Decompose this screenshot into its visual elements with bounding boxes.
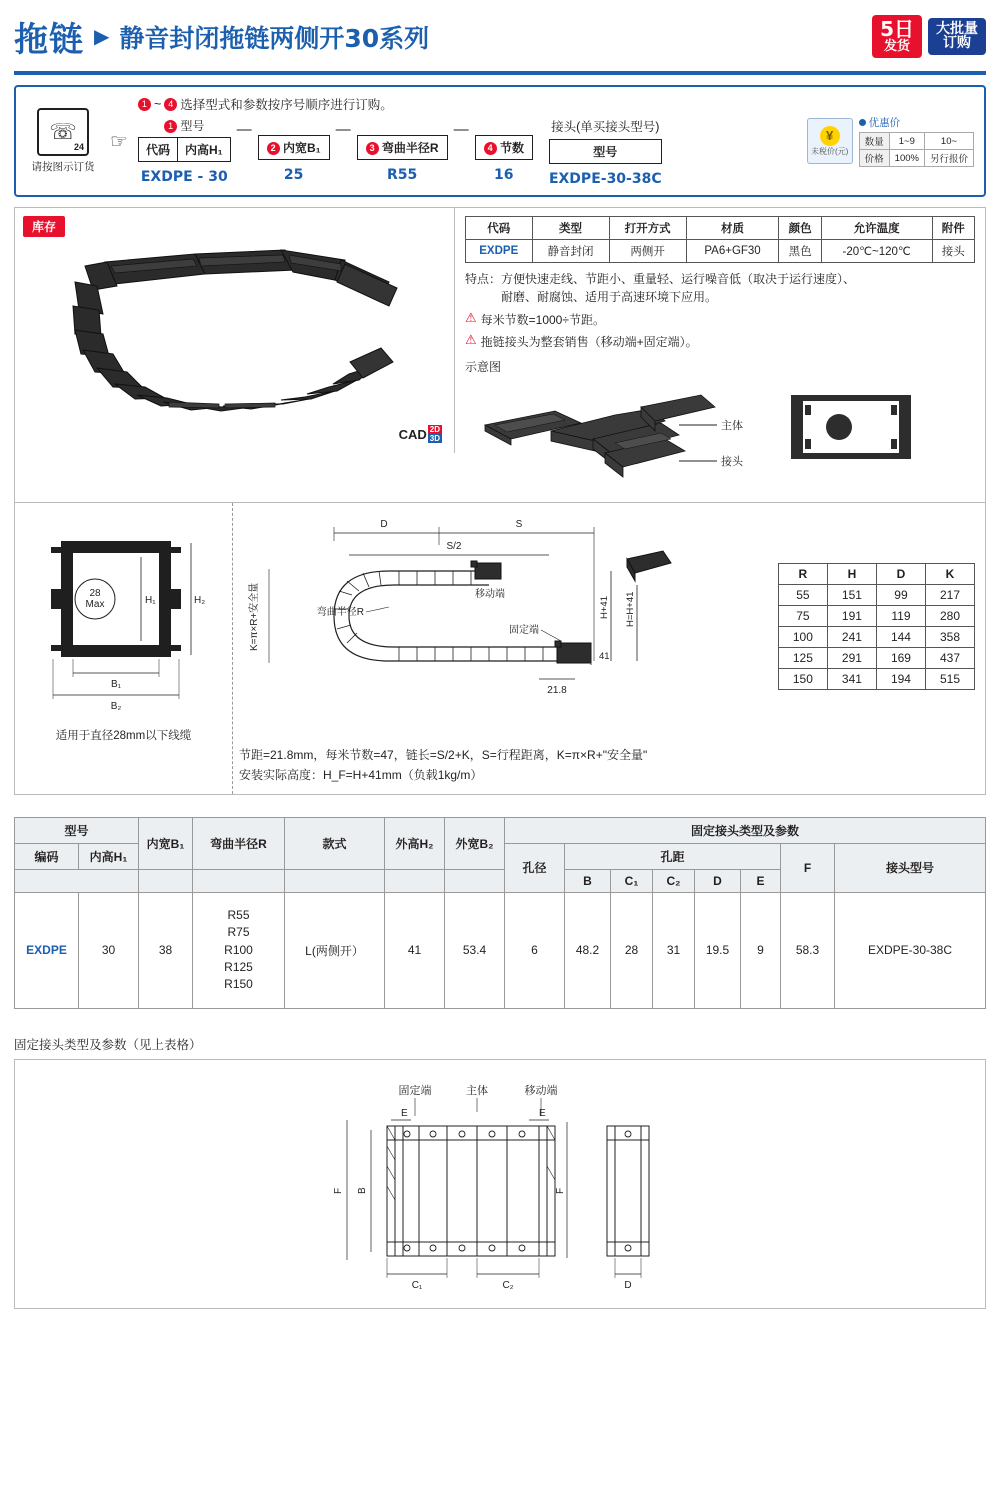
cell-num-3: 3 [366, 142, 379, 155]
step-num-1: 1 [138, 98, 151, 111]
cell-head-links-text: 节数 [499, 141, 524, 155]
rt-r0c1: 151 [827, 585, 876, 606]
order-joint-group [549, 117, 662, 187]
rt-r4c2: 194 [876, 669, 925, 690]
cell-sub-code: 代码 [145, 143, 170, 157]
price-yen-box [807, 118, 853, 164]
table-row [778, 627, 974, 648]
cell-num-2: 2 [267, 142, 280, 155]
features-label: 特点： [465, 272, 502, 286]
code-th-6: 附件 [932, 217, 974, 240]
code-td-1: 静音封闭 [532, 240, 609, 263]
label-bend-radius: 弯曲半径R [316, 607, 364, 618]
label-E-left: E [401, 1107, 408, 1119]
table-row [778, 669, 974, 690]
dim-s: S [515, 519, 523, 530]
schematic-main-label: 主体 [721, 420, 743, 432]
badge-bulk-order [928, 18, 986, 55]
td-E: 9 [741, 892, 781, 1008]
th-b2: 外宽B₂ [445, 817, 505, 869]
cell-value-radius: R55 [386, 167, 418, 183]
code-th-3: 材质 [686, 217, 779, 240]
price-table [859, 132, 974, 167]
title-main: 拖链 [14, 20, 84, 60]
phone-order-icon-group [26, 108, 100, 174]
price-qty-1: 1~9 [889, 133, 924, 150]
td-h2: 41 [385, 892, 445, 1008]
code-th-1: 类型 [532, 217, 609, 240]
th-group-model: 型号 [15, 817, 139, 843]
joint-title: 接头(单买接头型号) [551, 120, 660, 134]
badge-bulk-line2: 订购 [943, 35, 971, 52]
code-th-2: 打开方式 [609, 217, 686, 240]
panel-top [15, 208, 985, 502]
cell-head-innerwidth [258, 135, 330, 160]
label-moving-end: 移动端 [475, 589, 505, 600]
joint-dimension-drawing-box [14, 1059, 986, 1309]
td-style: L(两侧开） [285, 892, 385, 1008]
stock-badge: 库存 [23, 216, 65, 237]
order-cell-links [475, 117, 533, 183]
page-header [14, 0, 986, 75]
rt-r2c0: 100 [778, 627, 827, 648]
parameter-table-header-row-1 [15, 817, 986, 843]
rt-r0c3: 217 [925, 585, 974, 606]
code-td-3: PA6+GF30 [686, 240, 779, 263]
th-joint-model: 接头型号 [835, 843, 986, 892]
price-price-label: 价格 [859, 150, 889, 167]
rt-r4c3: 515 [925, 669, 974, 690]
product-panel [14, 207, 986, 795]
order-cell-radius [357, 117, 448, 183]
th-h2: 外高H₂ [385, 817, 445, 869]
price-value-2: 另行报价 [924, 150, 973, 167]
code-th-4: 颜色 [779, 217, 821, 240]
badge-ship-days-line1: 5日 [880, 17, 914, 42]
cell-num-1: 1 [164, 120, 177, 133]
cable-chain-photo [45, 244, 425, 424]
rt-r2c3: 358 [925, 627, 974, 648]
td-C1: 28 [611, 892, 653, 1008]
bottom-section-label: 固定接头类型及参数（见上表格） [14, 1037, 202, 1052]
td-C2: 31 [653, 892, 695, 1008]
max-dia-label-1: 28 [89, 588, 101, 599]
td-B: 48.2 [565, 892, 611, 1008]
dim-k-formula: K=π×R+安全量 [249, 582, 260, 651]
cell-value-links: 16 [494, 167, 514, 183]
cad-3d-label: 3D [429, 434, 440, 443]
label-F-right: F [555, 1187, 566, 1194]
label-fixed-end: 固定端 [509, 625, 539, 636]
rt-r3c3: 437 [925, 648, 974, 669]
code-table-header-row [466, 217, 975, 240]
label-fixed-end: 固定端 [398, 1084, 432, 1097]
rt-th-3: K [925, 564, 974, 585]
triangle-icon: ▶ [94, 25, 110, 48]
rt-r3c2: 169 [876, 648, 925, 669]
phone-icon: ☏ 24 [37, 108, 89, 156]
code-th-5: 允许温度 [821, 217, 932, 240]
schematic-label: 示意图 [465, 360, 502, 374]
badge-ship-days-line2: 发货 [884, 39, 911, 55]
order-steps [138, 95, 799, 187]
cell-head-model: 型号 [180, 119, 205, 133]
th-style: 款式 [285, 817, 385, 869]
dim-d: D [380, 519, 388, 530]
panel-bottom [15, 502, 985, 794]
dim-h41-b: H=H+41 [625, 591, 636, 627]
table-row [778, 585, 974, 606]
td-joint-model: EXDPE-30-38C [835, 892, 986, 1008]
preferential-label: 优惠价 [859, 115, 974, 130]
code-td-5: -20℃~120℃ [821, 240, 932, 263]
cad-download-badge[interactable] [399, 425, 442, 443]
radius-table-header-row [778, 564, 974, 585]
th-h1: 内高H₁ [79, 843, 139, 869]
formula-block [239, 745, 979, 786]
td-code: EXDPE [15, 892, 79, 1008]
cell-subheads-model [138, 137, 231, 162]
side-view-drawing [239, 511, 779, 736]
cell-head-radius-text: 弯曲半径R [381, 141, 439, 155]
order-instruction-text: 选择型式和参数按序号顺序进行订购。 [180, 98, 393, 112]
header-badges [872, 15, 986, 58]
radius-option-3: R125 [224, 959, 253, 974]
rt-r1c1: 191 [827, 606, 876, 627]
pointing-hand-icon: ☞ [110, 130, 128, 153]
td-hole: 6 [505, 892, 565, 1008]
td-h1: 30 [79, 892, 139, 1008]
badge-bulk-line1: 大批量 [936, 20, 978, 37]
rt-r2c2: 144 [876, 627, 925, 648]
order-instruction-line: 1 ~ 4 选择型式和参数按序号顺序进行订购。 [138, 95, 799, 113]
dim-b1: B₁ [110, 679, 122, 690]
spec-summary-area [455, 208, 985, 502]
joint-dimension-drawing [15, 1060, 985, 1308]
yen-icon: ¥ [820, 126, 840, 146]
td-b2: 53.4 [445, 892, 505, 1008]
dash-3: — [453, 121, 469, 138]
features-line2: 耐磨、耐腐蚀、适用于高速环境下应用。 [501, 290, 718, 304]
th-B: B [565, 869, 611, 892]
code-th-0: 代码 [466, 217, 533, 240]
rt-r1c0: 75 [778, 606, 827, 627]
label-D: D [624, 1279, 632, 1291]
page-title [14, 12, 429, 61]
label-F-left: F [333, 1187, 344, 1194]
code-td-2: 两侧开 [609, 240, 686, 263]
price-qty-2: 10~ [924, 133, 973, 150]
rt-r4c0: 150 [778, 669, 827, 690]
warning-1-text: 每米节数=1000÷节距。 [480, 313, 605, 327]
title-sub: 静音封闭拖链两侧开30系列 [119, 23, 430, 53]
dash-2: — [335, 121, 351, 138]
price-no-tax-label: 未税价(元) [810, 146, 849, 156]
th-b1: 内宽B₁ [139, 817, 193, 869]
phone-hours-label: 24 [73, 142, 84, 152]
td-radius-list [193, 892, 285, 1008]
cross-section-area [15, 503, 233, 794]
label-moving-end: 移动端 [524, 1084, 558, 1097]
joint-value: EXDPE-30-38C [548, 171, 662, 187]
td-D: 19.5 [695, 892, 741, 1008]
order-cell-innerwidth [258, 117, 330, 183]
side-view-area [233, 503, 985, 794]
dim-h41-a: H+41 [599, 596, 610, 619]
step-num-4: 4 [164, 98, 177, 111]
warning-1 [465, 311, 975, 328]
cell-num-4: 4 [484, 142, 497, 155]
warning-triangle-icon: ⚠ [465, 332, 477, 347]
formula-line-1: 节距=21.8mm，每米节数=47，链长=S/2+K，S=行程距离，K=π×R+"安全量" [239, 748, 648, 762]
schematic-joint-label: 接头 [721, 456, 743, 468]
phone-caption: 请按图示订货 [31, 161, 95, 173]
product-image-area [15, 208, 455, 453]
td-F: 58.3 [781, 892, 835, 1008]
code-td-6: 接头 [932, 240, 974, 263]
cell-head-innerwidth-text: 内宽B₁ [282, 141, 321, 155]
table-row [778, 648, 974, 669]
label-main-body: 主体 [466, 1084, 488, 1097]
th-radius: 弯曲半径R [193, 817, 285, 869]
th-D: D [695, 869, 741, 892]
rt-r3c1: 291 [827, 648, 876, 669]
th-E: E [741, 869, 781, 892]
code-td-0: EXDPE [466, 240, 533, 263]
joint-front-diagram [781, 379, 921, 479]
parameter-table [14, 817, 986, 1009]
th-hole-dia: 孔径 [505, 843, 565, 892]
joint-exploded-diagram [465, 379, 765, 494]
code-table [465, 216, 975, 263]
schematic-row [465, 379, 975, 494]
cad-2d-label: 2D [429, 425, 440, 434]
order-code-cells [138, 117, 799, 187]
price-qty-label: 数量 [859, 133, 889, 150]
warning-2 [465, 333, 975, 350]
rt-r2c1: 241 [827, 627, 876, 648]
dash-1: — [236, 121, 252, 138]
cell-value-model: EXDPE - 30 [140, 169, 228, 185]
table-row [466, 240, 975, 263]
dim-h1: H₁ [145, 595, 156, 606]
order-instruction-box [14, 85, 986, 197]
label-E-right: E [539, 1107, 546, 1119]
label-C2: C₂ [502, 1279, 514, 1291]
dim-b2: B₂ [110, 701, 122, 712]
formula-line-2: 安装实际高度：H_F=H+41mm（负载1kg/m） [239, 768, 483, 783]
features-block [465, 270, 975, 306]
max-dia-label-2: Max [85, 599, 105, 610]
warning-2-text: 拖链接头为整套销售（移动端+固定端）。 [480, 335, 698, 349]
rt-th-1: H [827, 564, 876, 585]
order-cell-model [138, 117, 231, 185]
price-block [807, 115, 974, 167]
dim-s2: S/2 [446, 541, 462, 552]
badge-ship-days [872, 15, 922, 58]
dim-pitch: 21.8 [547, 685, 567, 696]
th-C1: C₁ [611, 869, 653, 892]
radius-option-1: R75 [227, 925, 250, 940]
th-group-fixed-joint: 固定接头类型及参数 [505, 817, 986, 843]
cell-sub-h1: 内高H₁ [177, 138, 230, 161]
radius-option-2: R100 [224, 942, 253, 957]
joint-head: 型号 [549, 139, 662, 164]
rt-th-2: D [876, 564, 925, 585]
radius-option-0: R55 [227, 907, 250, 922]
rt-th-0: R [778, 564, 827, 585]
cell-head-radius [357, 135, 448, 160]
td-b1: 38 [139, 892, 193, 1008]
code-td-4: 黑色 [779, 240, 821, 263]
rt-r1c3: 280 [925, 606, 974, 627]
price-value-1: 100% [889, 150, 924, 167]
cell-head-links [475, 135, 533, 160]
cross-section-drawing [21, 513, 221, 718]
radius-option-4: R150 [224, 977, 253, 992]
parameter-table-wrap [14, 817, 986, 1009]
warning-triangle-icon: ⚠ [465, 310, 477, 325]
cad-label: CAD [398, 426, 427, 442]
th-C2: C₂ [653, 869, 695, 892]
dim-h2: H₂ [194, 595, 206, 606]
table-row [778, 606, 974, 627]
th-f: F [781, 843, 835, 892]
cable-note: 适用于直径28mm以下线缆 [55, 730, 192, 742]
features-line1: 方便快速走线、节距小、重量轻、运行噪音低（取决于运行速度）、 [501, 272, 856, 286]
table-row [15, 892, 986, 1008]
rt-r4c1: 341 [827, 669, 876, 690]
dim-41: 41 [599, 651, 610, 662]
label-B: B [357, 1187, 368, 1194]
rt-r3c0: 125 [778, 648, 827, 669]
rt-r0c2: 99 [876, 585, 925, 606]
rt-r1c2: 119 [876, 606, 925, 627]
label-C1: C₁ [411, 1279, 423, 1291]
cell-value-innerwidth: 25 [283, 167, 304, 183]
rt-r0c0: 55 [778, 585, 827, 606]
th-group-hole-spacing: 孔距 [565, 843, 781, 869]
radius-table [778, 563, 975, 690]
th-code: 编码 [15, 843, 79, 869]
